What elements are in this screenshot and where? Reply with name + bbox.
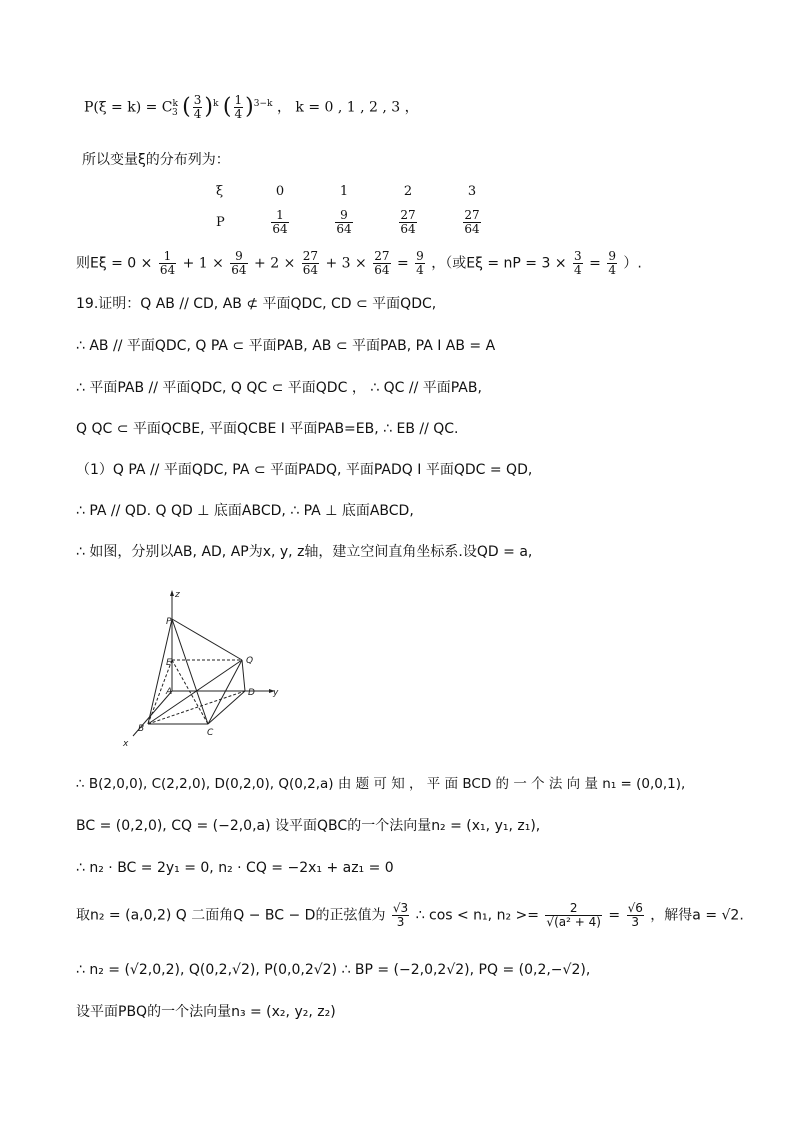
- exponent: k: [213, 99, 219, 109]
- label-C: C: [207, 728, 214, 738]
- proof-line-12: ∴ n₂ = (√2,0,2), Q(0,2,√2), P(0,0,2√2) ∴ BP = (−2,0,2√2), PQ = (0,2,−√2),: [76, 962, 591, 978]
- label-P: P: [166, 617, 172, 627]
- proof-line-1: 19.证明：Q AB // CD, AB ⊄ 平面QDC, CD ⊂ 平面QDC,: [76, 296, 437, 312]
- table-row: [216, 202, 504, 242]
- probability-formula: $P(\xi = k) = C^k_3$ ( $\frac{3}{4}$ )$^k$ ( $\frac{1}{4}$ )$^{3-k}$ ， k = 0 , 1 , 2 , 3 ，: [84, 93, 419, 122]
- proof-line-11: 取n₂ = (a,0,2) Q 二面角Q − BC − D的正弦值为 $\frac{√3}{3}$ ∴ cos < n₁, n₂ >= $\frac{2}{\text{√(a² + 4)}}$ = $\frac{√6}{3}$ ，解得a = √2.: [76, 901, 744, 929]
- table-cell: $\frac{27}{64}$: [464, 207, 480, 236]
- label-y: y: [273, 688, 279, 698]
- table-cell: $\frac{1}{64}$: [272, 207, 288, 236]
- table-cell: $\frac{9}{64}$: [336, 207, 352, 236]
- label-Q: Q: [246, 656, 254, 666]
- label-E: E: [166, 658, 172, 668]
- table-head: P: [216, 214, 225, 230]
- distribution-intro: 所以变量ξ的分布列为：: [82, 152, 230, 168]
- expectation-line: 则Eξ = 0 × $\frac{1}{64}$ + 1 × $\frac{9}{64}$ + 2 × $\frac{27}{64}$ + 3 × $\frac{27}{64}$ = $\frac{9}{4}$ ，（或Eξ = nP = 3 × $\frac{3}{4}$ = $\frac{9}{4}$ ）.: [76, 249, 642, 277]
- table-cell: 1: [339, 183, 349, 199]
- label-B: B: [138, 724, 145, 734]
- table-head: ξ: [216, 183, 224, 199]
- fraction: $\frac{1}{4}$: [234, 93, 243, 122]
- proof-line-13: 设平面PBQ的一个法向量n₃ = (x₂, y₂, z₂): [76, 1004, 336, 1020]
- table-cell: $\frac{27}{64}$: [400, 207, 416, 236]
- proof-line-9: BC = (0,2,0), CQ = (−2,0,a) 设平面QBC的一个法向量n₂ = (x₁, y₁, z₁),: [76, 818, 541, 834]
- proof-line-2: ∴ AB // 平面QDC, Q PA ⊂ 平面PAB, AB ⊂ 平面PAB, PA I AB = A: [76, 338, 496, 354]
- distribution-table: [216, 180, 504, 242]
- table-cell: 3: [467, 183, 477, 199]
- label-A: A: [166, 687, 173, 697]
- exponent: 3−k: [253, 99, 273, 109]
- label-x: x: [123, 739, 129, 749]
- formula-sup: k: [172, 99, 178, 109]
- proof-line-7: ∴ 如图，分别以AB, AD, AP为x, y, z轴，建立空间直角坐标系.设QD = a,: [76, 544, 533, 560]
- proof-line-10: ∴ n₂ ⋅ BC = 2y₁ = 0, n₂ ⋅ CQ = −2x₁ + az₁ = 0: [76, 860, 394, 876]
- formula-tail: ， k = 0 , 1 , 2 , 3 ，: [276, 99, 419, 116]
- proof-line-6: ∴ PA // QD. Q QD ⊥ 底面ABCD, ∴ PA ⊥ 底面ABCD,: [76, 503, 414, 519]
- proof-line-5: （1）Q PA // 平面QDC, PA ⊂ 平面PADQ, 平面PADQ I 平面QDC = QD,: [76, 462, 533, 478]
- proof-line-3: ∴ 平面PAB // 平面QDC, Q QC ⊂ 平面QDC ， ∴ QC // 平面PAB,: [76, 380, 482, 396]
- table-cell: 0: [275, 183, 285, 199]
- table-row: [216, 180, 504, 202]
- table-cell: 2: [403, 183, 413, 199]
- geometry-figure: [115, 588, 285, 753]
- proof-line-8: ∴ B(2,0,0), C(2,2,0), D(0,2,0), Q(0,2,a) 由 题 可 知 ， 平 面 BCD 的 一 个 法 向 量 n₁ = (0,0,1),: [76, 776, 686, 792]
- formula-lhs: P(ξ = k) = C: [84, 99, 173, 116]
- label-D: D: [248, 688, 255, 698]
- fraction: $\frac{3}{4}$: [193, 93, 202, 122]
- proof-line-4: Q QC ⊂ 平面QCBE, 平面QCBE I 平面PAB=EB, ∴ EB // QC.: [76, 421, 459, 437]
- label-z: z: [175, 590, 180, 600]
- formula-sub: 3: [171, 108, 178, 119]
